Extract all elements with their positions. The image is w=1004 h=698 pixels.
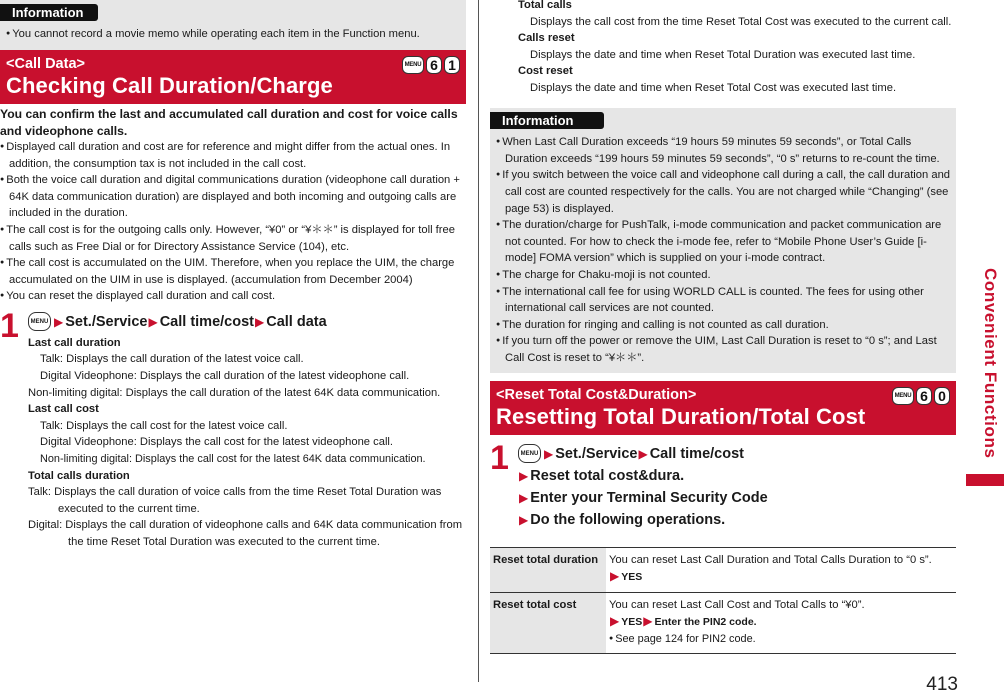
information-tag: Information bbox=[490, 112, 604, 129]
section-header-call-data bbox=[0, 50, 466, 104]
def-title: Total calls bbox=[518, 0, 572, 11]
side-tab-bar bbox=[966, 474, 1004, 486]
info-bullet: ● If you switch between the voice call and videophone call during a call, the call duration and call cost are counted respectively for the calls. You are not charged while “Changing” (see page 53) is displayed. bbox=[496, 167, 950, 217]
arrow-icon: ▶ bbox=[544, 446, 554, 461]
step-path-line bbox=[518, 443, 956, 465]
menu-key-icon: MENU bbox=[28, 312, 51, 331]
step-1-reset bbox=[490, 438, 956, 531]
def-title: Last call cost bbox=[28, 403, 99, 416]
table-cell bbox=[606, 547, 956, 592]
key-6-icon: 6 bbox=[916, 387, 932, 405]
bullet-list bbox=[0, 139, 466, 305]
cell-text: You can reset Last Call Cost and Total Calls to “¥0”. bbox=[609, 598, 865, 611]
step-1-call-data bbox=[0, 306, 466, 550]
arrow-icon: ▶ bbox=[254, 314, 265, 329]
action-label: Enter the PIN2 code. bbox=[654, 616, 757, 629]
info-bullet: ● The charge for Chaku-moji is not counted. bbox=[496, 267, 950, 284]
arrow-icon: ▶ bbox=[148, 314, 158, 329]
def-body: Displays the date and time when Reset Total Cost was executed last time. bbox=[530, 81, 897, 94]
path-item: Enter your Terminal Security Code bbox=[530, 489, 768, 506]
info-bullet: ● The duration/charge for PushTalk, i-mode communication and packet communication are not counted. For how to check the i-mode fee, refer to “Mobile Phone User’s Guide [i-mode] FOMA version” which is supplied on your i-mode contract. bbox=[496, 217, 950, 267]
arrow-icon: ▶ bbox=[519, 468, 529, 483]
def-body: Digital Videophone: Displays the call cost for the latest videophone call. bbox=[40, 436, 394, 449]
menu-key-icon: MENU bbox=[892, 387, 914, 405]
key-0-icon: 0 bbox=[934, 387, 950, 405]
information-box-right bbox=[490, 108, 956, 372]
step-number: 1 bbox=[0, 306, 19, 345]
page-number: 413 bbox=[926, 674, 958, 695]
path-item: Set./Service bbox=[555, 445, 638, 462]
table-label: Reset total cost bbox=[490, 592, 606, 654]
table-cell bbox=[606, 592, 956, 654]
step-path bbox=[28, 311, 466, 333]
arrow-icon: ▶ bbox=[610, 614, 620, 629]
section-title: Resetting Total Duration/Total Cost bbox=[496, 403, 866, 429]
section-header-reset bbox=[490, 381, 956, 435]
step-path-line bbox=[518, 465, 956, 487]
def-title: Calls reset bbox=[518, 32, 575, 45]
path-item: Set./Service bbox=[65, 313, 148, 330]
definition-list bbox=[28, 335, 466, 550]
side-tab-label: Convenient Functions bbox=[981, 268, 1000, 459]
path-item: Call time/cost bbox=[649, 445, 744, 462]
path-item: Do the following operations. bbox=[530, 511, 726, 528]
bullet-item: ● The call cost is for the outgoing calls only. However, “¥0” or “¥＊＊” is displayed for toll free calls such as Free Dial or for Directory Assistance Service (104), etc. bbox=[0, 222, 466, 255]
info-bullet: ● When Last Call Duration exceeds “19 hours 59 minutes 59 seconds”, or Total Calls Duration exceeds “199 hours 59 minutes 59 seconds”, “0 s” returns to re-count the time. bbox=[496, 134, 950, 167]
reset-options-table bbox=[490, 547, 956, 655]
def-body: Digital: Displays the call duration of videophone calls and 64K data communication from the time Reset Total Duration was executed to the current time. bbox=[28, 519, 463, 548]
menu-key-icon: MENU bbox=[402, 56, 424, 74]
def-title: Cost reset bbox=[518, 65, 573, 78]
cell-action bbox=[609, 568, 952, 586]
step-number: 1 bbox=[490, 438, 509, 477]
arrow-icon: ▶ bbox=[519, 490, 529, 505]
info-bullet: ● The international call fee for using WORLD CALL is counted. The fees for using other international call services are not counted. bbox=[496, 284, 950, 317]
right-column bbox=[490, 0, 956, 654]
arrow-icon: ▶ bbox=[643, 614, 653, 629]
def-body: Non-limiting digital: Displays the call cost for the latest 64K data communication. bbox=[40, 452, 426, 465]
cell-note: ● See page 124 for PIN2 code. bbox=[609, 631, 952, 648]
information-box-top bbox=[0, 0, 466, 50]
key-6-icon: 6 bbox=[426, 56, 442, 74]
section-subtitle: <Reset Total Cost&Duration> bbox=[496, 386, 697, 403]
arrow-icon: ▶ bbox=[610, 569, 620, 584]
cell-text: You can reset Last Call Duration and Total Calls Duration to “0 s”. bbox=[609, 553, 932, 566]
def-body: Non-limiting digital: Displays the call duration of the latest 64K data communication. bbox=[28, 386, 441, 399]
def-body: Talk: Displays the call duration of voice calls from the time Reset Total Duration was executed to the current time. bbox=[28, 486, 442, 515]
path-item: Call data bbox=[266, 313, 327, 330]
action-label: YES bbox=[621, 571, 643, 584]
information-tag: Information bbox=[0, 4, 98, 21]
menu-key-icon: MENU bbox=[518, 444, 541, 463]
info-bullet: ● The duration for ringing and calling is not counted as call duration. bbox=[496, 317, 950, 334]
step-path-line bbox=[518, 509, 956, 531]
arrow-icon: ▶ bbox=[54, 314, 64, 329]
cell-action bbox=[609, 613, 952, 631]
action-label: YES bbox=[621, 616, 643, 629]
section-title: Checking Call Duration/Charge bbox=[6, 73, 333, 98]
def-title: Total calls duration bbox=[28, 469, 130, 482]
column-divider bbox=[478, 0, 479, 682]
section-subtitle: <Call Data> bbox=[6, 56, 85, 72]
table-row bbox=[490, 547, 956, 592]
arrow-icon: ▶ bbox=[519, 512, 529, 527]
def-body: Displays the date and time when Reset Total Duration was executed last time. bbox=[530, 48, 916, 61]
path-item: Reset total cost&dura. bbox=[530, 467, 685, 484]
def-body: Displays the call cost from the time Reset Total Cost was executed to the current call. bbox=[530, 15, 952, 28]
table-row bbox=[490, 592, 956, 654]
key-sequence bbox=[892, 387, 950, 405]
left-column bbox=[0, 0, 466, 550]
lead-text: You can confirm the last and accumulated call duration and cost for voice calls and videophone calls. bbox=[0, 107, 458, 138]
def-body: Talk: Displays the call cost for the latest voice call. bbox=[40, 419, 288, 432]
path-item: Call time/cost bbox=[159, 313, 254, 330]
bullet-item: ● You can reset the displayed call duration and call cost. bbox=[0, 288, 466, 305]
definition-list-continued bbox=[490, 0, 956, 96]
def-title: Last call duration bbox=[28, 336, 121, 349]
table-label: Reset total duration bbox=[490, 547, 606, 592]
arrow-icon: ▶ bbox=[638, 446, 648, 461]
bullet-item: ● Both the voice call duration and digital communications duration (videophone call duration + 64K data communication duration) are displayed and both incoming and outgoing calls are included in the duration. bbox=[0, 172, 466, 222]
def-body: Digital Videophone: Displays the call duration of the latest videophone call. bbox=[40, 370, 410, 383]
bullet-item: ● The call cost is accumulated on the UIM. Therefore, when you replace the UIM, the charge accumulated on the UIM in use is displayed. (accumulation from December 2004) bbox=[0, 255, 466, 288]
info-bullet: ● If you turn off the power or remove the UIM, Last Call Duration is reset to “0 s”; and Last Call Cost is reset to “¥＊＊”. bbox=[496, 333, 950, 366]
def-body: Talk: Displays the call duration of the latest voice call. bbox=[40, 353, 304, 366]
key-1-icon: 1 bbox=[444, 56, 460, 74]
bullet-item: ● Displayed call duration and cost are for reference and might differ from the actual ones. In addition, the consumption tax is not included in the call cost. bbox=[0, 139, 466, 172]
step-path-line bbox=[518, 487, 956, 509]
key-sequence bbox=[402, 56, 460, 74]
info-bullet: ● You cannot record a movie memo while operating each item in the Function menu. bbox=[6, 26, 460, 43]
